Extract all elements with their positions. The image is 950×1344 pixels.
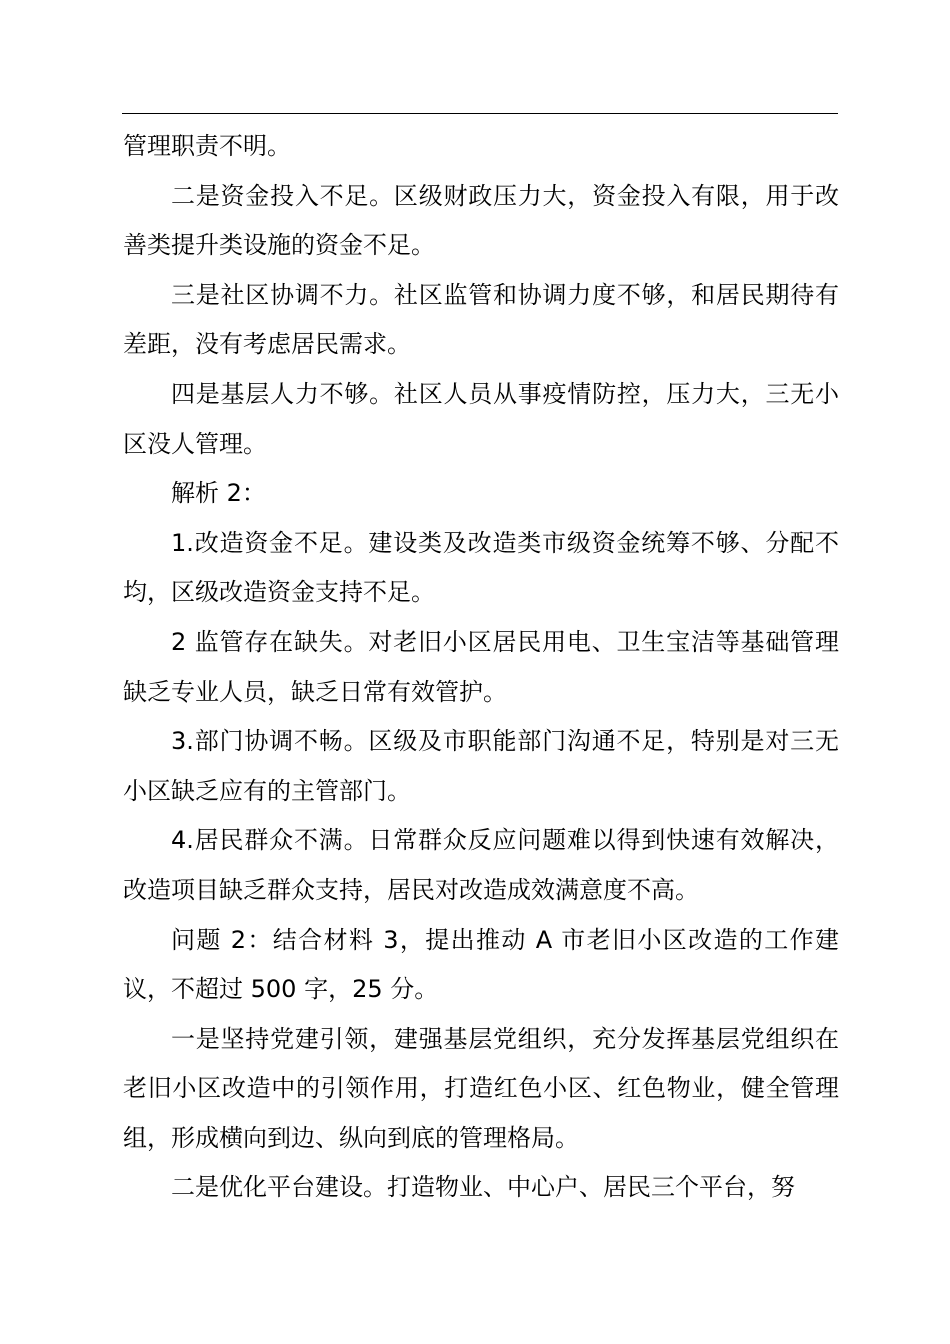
paragraph: 3.部门协调不畅。区级及市职能部门沟通不足，特别是对三无小区缺乏应有的主管部门。 <box>123 727 839 805</box>
paragraph: 2 监管存在缺失。对老旧小区居民用电、卫生宝洁等基础管理缺乏专业人员，缺乏日常有效管护。 <box>123 627 839 706</box>
header-rule <box>122 113 838 114</box>
paragraph: 一是坚持党建引领，建强基层党组织，充分发挥基层党组织在老旧小区改造中的引领作用，打造红色小区、红色物业，健全管理组，形成横向到边、纵向到底的管理格局。 <box>123 1024 839 1152</box>
paragraph: 二是优化平台建设。打造物业、中心户、居民三个平台，努 <box>171 1173 795 1202</box>
section-heading: 解析 2： <box>171 479 266 508</box>
paragraph: 管理职责不明。 <box>123 132 291 160</box>
paragraph: 二是资金投入不足。区级财政压力大，资金投入有限，用于改善类提升类设施的资金不足。 <box>123 181 839 260</box>
question-paragraph: 问题 2：结合材料 3，提出推动 A 市老旧小区改造的工作建议，不超过 500 字，25 分。 <box>123 925 839 1004</box>
paragraph: 四是基层人力不够。社区人员从事疫情防控，压力大，三无小区没人管理。 <box>123 379 839 458</box>
paragraph: 1.改造资金不足。建设类及改造类市级资金统筹不够、分配不均，区级改造资金支持不足。 <box>123 528 839 607</box>
paragraph: 三是社区协调不力。社区监管和协调力度不够，和居民期待有差距，没有考虑居民需求。 <box>123 280 839 359</box>
paragraph: 4.居民群众不满。日常群众反应问题难以得到快速有效解决，改造项目缺乏群众支持，居民对改造成效满意度不高。 <box>123 826 839 904</box>
document-body <box>123 122 839 1213</box>
